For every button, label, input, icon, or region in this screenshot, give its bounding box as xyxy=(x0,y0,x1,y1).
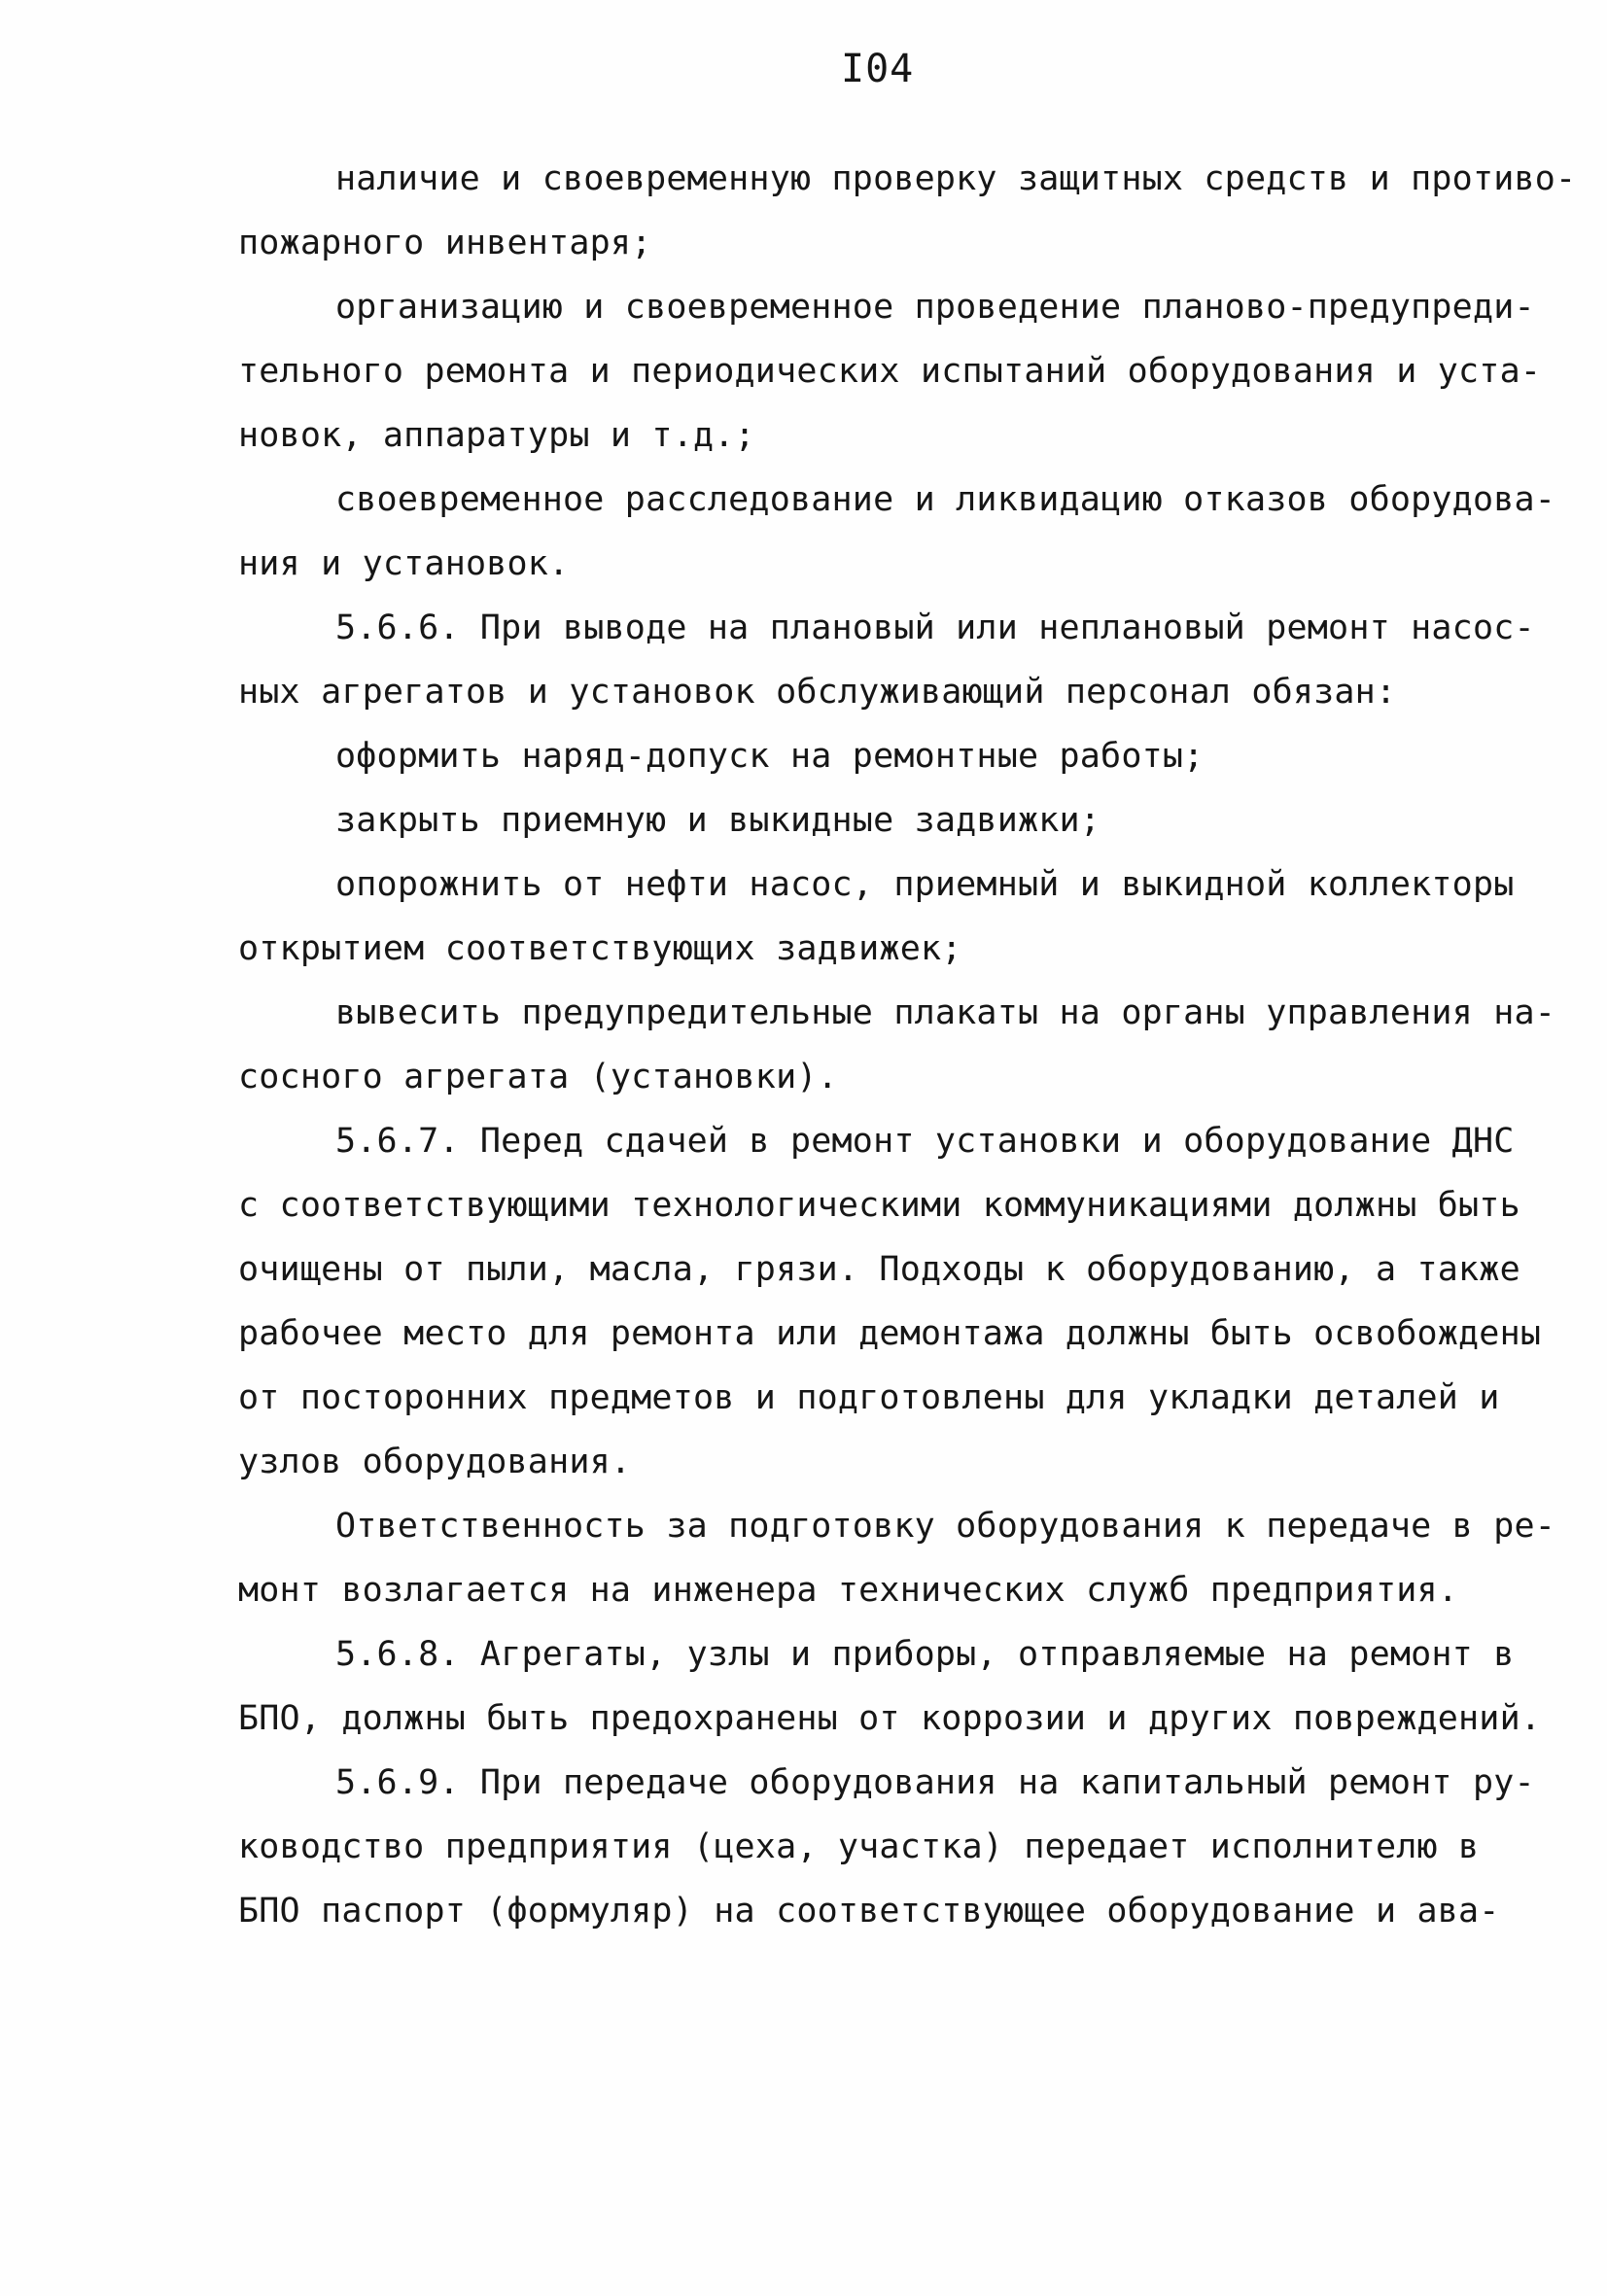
text-line: своевременное расследование и ликвидацию отказов оборудова- xyxy=(335,480,1556,519)
text-line: 5.6.6. При выводе на плановый или неплановый ремонт насос- xyxy=(335,609,1535,647)
text-line: БПО паспорт (формуляр) на соответствующее оборудование и ава- xyxy=(238,1892,1500,1931)
text-line: пожарного инвентаря; xyxy=(238,224,652,262)
text-line: тельного ремонта и периодических испытаний оборудования и уста- xyxy=(238,352,1542,391)
text-line: рабочее место для ремонта или демонтажа должны быть освобождены xyxy=(238,1314,1542,1353)
text-line: от посторонних предметов и подготовлены для укладки деталей и xyxy=(238,1378,1500,1417)
text-line: открытием соответствующих задвижек; xyxy=(238,929,962,968)
text-line: очищены от пыли, масла, грязи. Подходы к оборудованию, а также xyxy=(238,1250,1520,1289)
text-line: Ответственность за подготовку оборудования к передаче в ре- xyxy=(335,1507,1556,1546)
text-line: ния и установок. xyxy=(238,544,570,583)
page-number: I04 xyxy=(841,47,915,91)
text-line: оформить наряд-допуск на ремонтные работы; xyxy=(335,737,1205,776)
text-line: ных агрегатов и установок обслуживающий персонал обязан: xyxy=(238,673,1397,712)
text-line: новок, аппаратуры и т.д.; xyxy=(238,416,755,455)
text-line: БПО, должны быть предохранены от коррозии и других повреждений. xyxy=(238,1699,1542,1738)
text-line: 5.6.9. При передаче оборудования на капитальный ремонт ру- xyxy=(335,1763,1535,1802)
text-line: с соответствующими технологическими коммуникациями должны быть xyxy=(238,1186,1520,1225)
text-line: опорожнить от нефти насос, приемный и выкидной коллекторы xyxy=(335,865,1515,904)
text-line: узлов оборудования. xyxy=(238,1443,632,1481)
text-line: вывесить предупредительные плакаты на органы управления на- xyxy=(335,993,1556,1032)
text-line: организацию и своевременное проведение планово-предупреди- xyxy=(335,288,1535,327)
text-line: наличие и своевременную проверку защитных средств и противо- xyxy=(335,159,1577,198)
text-line: ководство предприятия (цеха, участка) передает исполнителю в xyxy=(238,1827,1480,1866)
text-line: 5.6.8. Агрегаты, узлы и приборы, отправляемые на ремонт в xyxy=(335,1635,1515,1674)
text-line: закрыть приемную и выкидные задвижки; xyxy=(335,801,1101,840)
text-line: 5.6.7. Перед сдачей в ремонт установки и оборудование ДНС xyxy=(335,1122,1515,1161)
text-line: сосного агрегата (установки). xyxy=(238,1058,838,1096)
text-line: монт возлагается на инженера технических служб предприятия. xyxy=(238,1571,1459,1610)
